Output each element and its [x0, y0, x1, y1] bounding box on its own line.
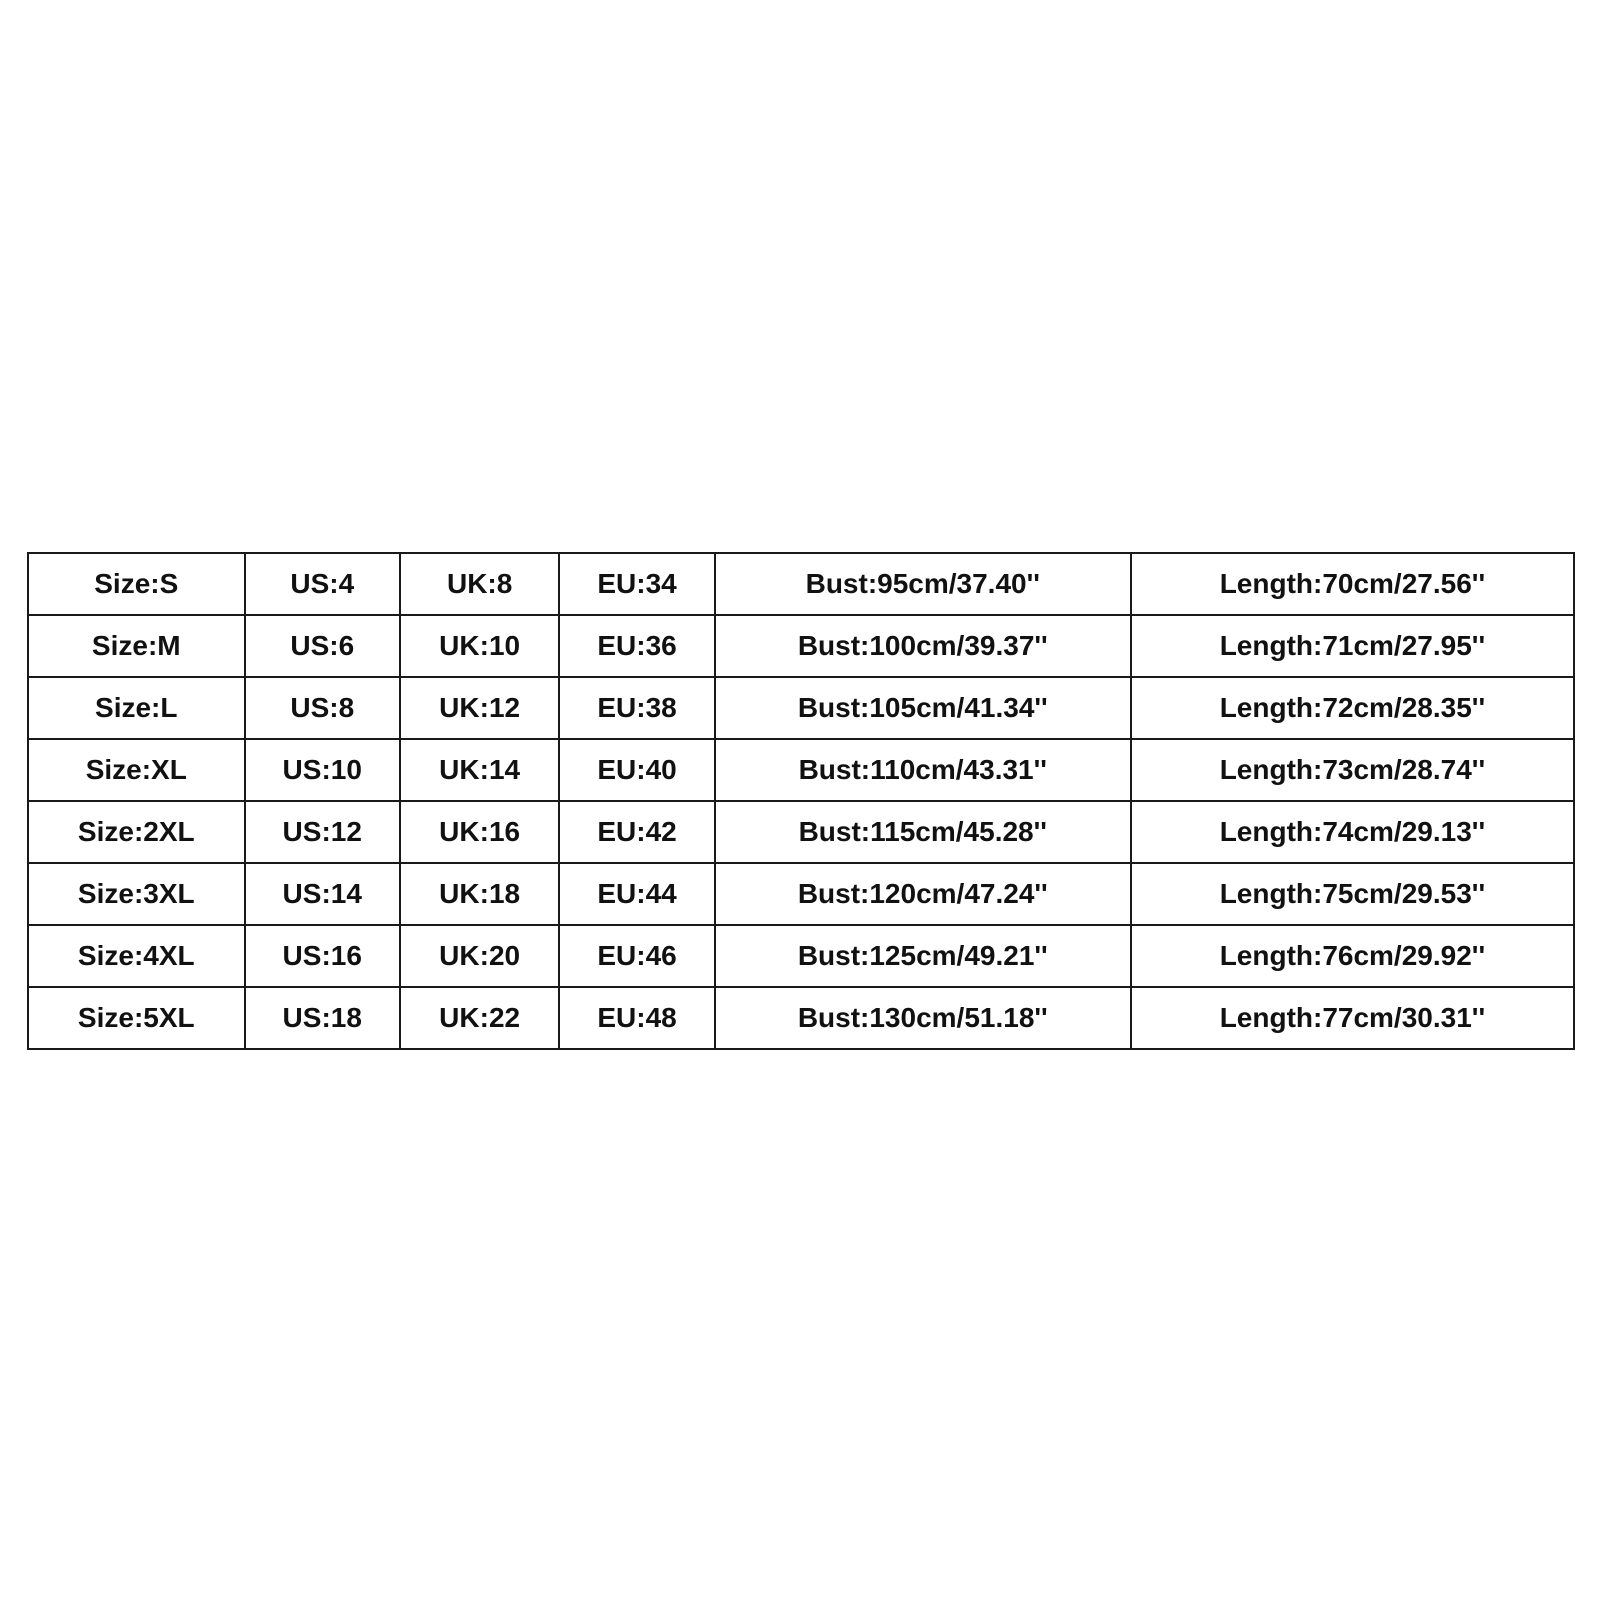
table-row	[28, 925, 1574, 987]
us-size-cell: US:8	[245, 677, 400, 739]
eu-size-cell: EU:38	[559, 677, 714, 739]
length-cell: Length:73cm/28.74''	[1131, 739, 1574, 801]
size-cell: Size:5XL	[28, 987, 245, 1049]
bust-cell: Bust:110cm/43.31''	[715, 739, 1131, 801]
length-cell: Length:75cm/29.53''	[1131, 863, 1574, 925]
length-cell: Length:70cm/27.56''	[1131, 553, 1574, 615]
uk-size-cell: UK:8	[400, 553, 559, 615]
eu-size-cell: EU:48	[559, 987, 714, 1049]
us-size-cell: US:10	[245, 739, 400, 801]
table-row	[28, 987, 1574, 1049]
table-row	[28, 739, 1574, 801]
table-row	[28, 863, 1574, 925]
us-size-cell: US:16	[245, 925, 400, 987]
size-chart-table	[27, 552, 1575, 1050]
uk-size-cell: UK:12	[400, 677, 559, 739]
us-size-cell: US:14	[245, 863, 400, 925]
length-cell: Length:71cm/27.95''	[1131, 615, 1574, 677]
length-cell: Length:76cm/29.92''	[1131, 925, 1574, 987]
size-cell: Size:M	[28, 615, 245, 677]
us-size-cell: US:18	[245, 987, 400, 1049]
uk-size-cell: UK:10	[400, 615, 559, 677]
size-cell: Size:S	[28, 553, 245, 615]
us-size-cell: US:12	[245, 801, 400, 863]
length-cell: Length:77cm/30.31''	[1131, 987, 1574, 1049]
size-cell: Size:L	[28, 677, 245, 739]
uk-size-cell: UK:16	[400, 801, 559, 863]
us-size-cell: US:4	[245, 553, 400, 615]
bust-cell: Bust:105cm/41.34''	[715, 677, 1131, 739]
table-row	[28, 615, 1574, 677]
uk-size-cell: UK:22	[400, 987, 559, 1049]
uk-size-cell: UK:20	[400, 925, 559, 987]
bust-cell: Bust:130cm/51.18''	[715, 987, 1131, 1049]
uk-size-cell: UK:18	[400, 863, 559, 925]
eu-size-cell: EU:34	[559, 553, 714, 615]
bust-cell: Bust:95cm/37.40''	[715, 553, 1131, 615]
size-cell: Size:3XL	[28, 863, 245, 925]
bust-cell: Bust:100cm/39.37''	[715, 615, 1131, 677]
size-cell: Size:4XL	[28, 925, 245, 987]
eu-size-cell: EU:36	[559, 615, 714, 677]
bust-cell: Bust:115cm/45.28''	[715, 801, 1131, 863]
table-row	[28, 801, 1574, 863]
bust-cell: Bust:120cm/47.24''	[715, 863, 1131, 925]
eu-size-cell: EU:42	[559, 801, 714, 863]
uk-size-cell: UK:14	[400, 739, 559, 801]
bust-cell: Bust:125cm/49.21''	[715, 925, 1131, 987]
size-cell: Size:2XL	[28, 801, 245, 863]
size-cell: Size:XL	[28, 739, 245, 801]
length-cell: Length:74cm/29.13''	[1131, 801, 1574, 863]
eu-size-cell: EU:44	[559, 863, 714, 925]
eu-size-cell: EU:40	[559, 739, 714, 801]
table-row	[28, 553, 1574, 615]
length-cell: Length:72cm/28.35''	[1131, 677, 1574, 739]
us-size-cell: US:6	[245, 615, 400, 677]
eu-size-cell: EU:46	[559, 925, 714, 987]
table-row	[28, 677, 1574, 739]
